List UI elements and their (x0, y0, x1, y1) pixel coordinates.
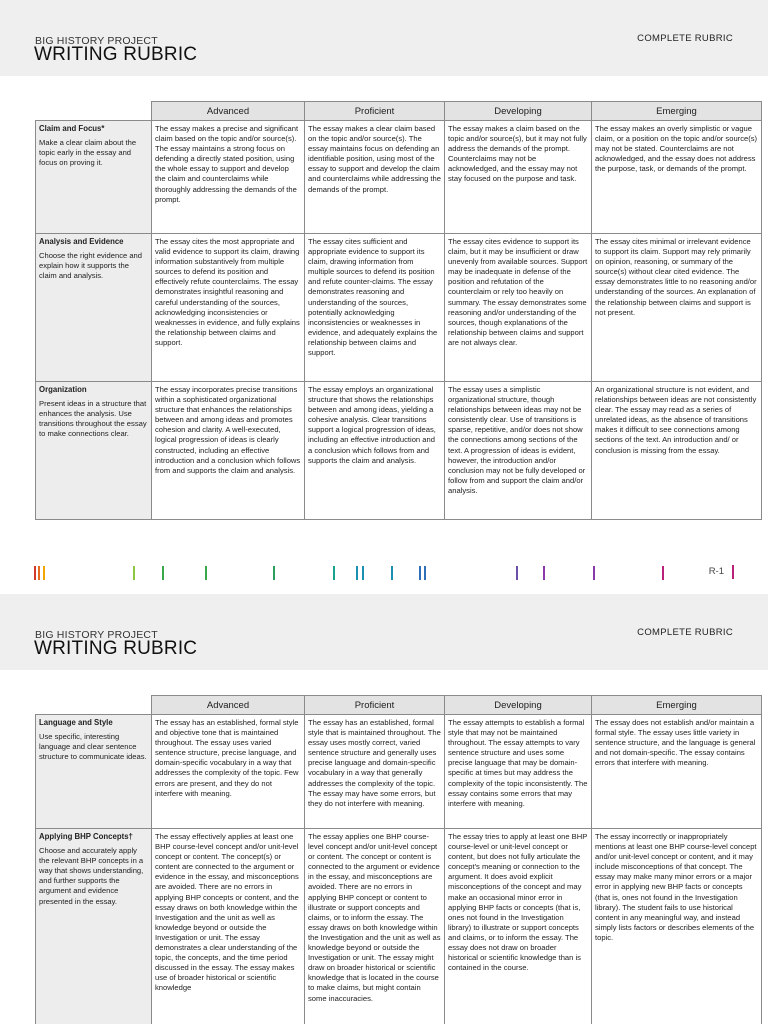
cell-proficient: The essay has an established, formal style that is maintained throughout. The essay uses mostly correct, varied sentence structure and generally uses precise language and domain-specific vocabulary in a way that generally addresses the complexity of the topic. The essay may have some errors, but they do not interfere with meaning. (305, 715, 445, 829)
cell-proficient: The essay employs an organizational structure that shows the relationships between and among ideas, yielding a cohesive analysis. Clear transitions support a logical progression of ideas, including an effective introduction and a conclusion which follows from and supports the claim and analysis. (305, 382, 445, 520)
page-number: R-1 (708, 566, 724, 577)
table-row (36, 382, 762, 520)
color-tick (419, 566, 421, 580)
complete-rubric-label: COMPLETE RUBRIC (637, 33, 733, 44)
cell-advanced: The essay effectively applies at least one BHP course-level concept and/or unit-level concept or content. The concept(s) or content are connected to the argument or evidence in the essay, and misconceptions are avoided. There are no errors in applying BHP concepts or content, and the essay draws on both knowledge within the Investigation and the unit as well as knowledge beyond or outside the Investigation or unit. The essay demonstrates a clear understanding of the topic, the concepts, and the time period discussed in the essay. The essay makes use of broader historical or scientific knowledge (152, 829, 305, 1024)
color-tick (362, 566, 364, 580)
cell-emerging: An organizational structure is not evident, and relationships between ideas are not consistently clear. The essay may read as a series of unrelated ideas, as the absence of transitions makes it difficult to see connections among sections of the text. An introduction and/ or conclusion is missing from the essay. (592, 382, 762, 520)
header-blank-cell (36, 102, 152, 121)
cell-developing: The essay tries to apply at least one BHP course-level or unit-level concept or content, but does not fully articulate the concept's meaning or connection to the argument. It does avoid explicit misconceptions of the concept and may make an occasional minor error in applying BHP facts or concepts (that is, ones not found in the Investigation library) to illustrate or support concepts and claims, or to inform the essay. The essay does not draw on broader historical or scientific knowledge than is contained in the course. (445, 829, 592, 1024)
color-tick (205, 566, 207, 580)
color-tick (333, 566, 335, 580)
cell-emerging: The essay cites minimal or irrelevant evidence to support its claim. Support may rely primarily on opinion, reasoning, or summary of the source(s) without clear cited evidence. The essay demonstrates little to no reasoning and/or understanding of the sources. An explanation of the relationship between claims and support is not present. (592, 234, 762, 382)
criterion-description: Make a clear claim about the topic early in the essay and focus on proving it. (39, 138, 137, 168)
table-row (36, 715, 762, 829)
cell-proficient: The essay applies one BHP course-level concept and/or unit-level concept or content. The concept or content is connected to the argument or evidence in the essay, and misconceptions are avoided. There are no errors in applying BHP concept or content to illustrate or support concepts and claims, or to inform the essay. The essay draws on both knowledge within the Investigation and the unit as well as knowledge beyond or outside the Investigation or unit. The essay might draw on broader historical or scientific knowledge that is located in the course to make claims, but might contain some inaccuracies. (305, 829, 445, 1024)
criterion-name: Organization (39, 385, 87, 394)
cell-advanced: The essay has an established, formal style and objective tone that is maintained throughout. The essay uses varied sentence structure, precise language, and domain-specific vocabulary in a way that addresses the complexity of the topic. Few errors are present, and they do not interfere with meaning. (152, 715, 305, 829)
color-tick (593, 566, 595, 580)
color-tick (662, 566, 664, 580)
header-blank-cell (36, 696, 152, 715)
color-tick (273, 566, 275, 580)
page-title: WRITING RUBRIC (34, 638, 198, 659)
criterion-description: Use specific, interesting language and clear sentence structure to communicate ideas. (39, 732, 147, 762)
cell-advanced: The essay incorporates precise transitions within a sophisticated organizational structure that enhances the relationships between and among ideas and promotes cohesion and clarity. A well-executed, logical progression of ideas is clearly constructed, including an effective introduction and a conclusion which follows from and supports the claim and analysis. (152, 382, 305, 520)
column-header-emerging: Emerging (592, 102, 762, 121)
rubric-page-2 (0, 594, 768, 1024)
cell-emerging: The essay makes an overly simplistic or vague claim, or a position on the topic and/or source(s) may not be stated. Counterclaims are not acknowledged, and the essay does not address the purpose, task, or demands of the prompt. (592, 121, 762, 234)
table-row (36, 829, 762, 1024)
color-tick-strip (0, 562, 768, 582)
table-row (36, 234, 762, 382)
page-title: WRITING RUBRIC (34, 44, 198, 65)
column-header-developing: Developing (445, 696, 592, 715)
column-header-proficient: Proficient (305, 102, 445, 121)
rubric-table (35, 695, 762, 1024)
criterion-name: Claim and Focus* (39, 124, 105, 133)
page-header (0, 594, 768, 670)
criterion-name: Language and Style (39, 718, 113, 727)
color-tick (43, 566, 45, 580)
column-header-emerging: Emerging (592, 696, 762, 715)
project-name: BIG HISTORY PROJECT (35, 629, 158, 641)
color-tick (38, 566, 40, 580)
criterion-description: Present ideas in a structure that enhances the analysis. Use transitions throughout the essay to make connections clear. (39, 399, 147, 439)
criterion-cell (36, 715, 152, 829)
cell-proficient: The essay makes a clear claim based on the topic and/or source(s). The essay maintains focus on defending an identifiable position, using most of the essay to support and develop the claim and counterclaims while addressing the demands of the prompt. (305, 121, 445, 234)
column-header-developing: Developing (445, 102, 592, 121)
color-tick (424, 566, 426, 580)
column-header-advanced: Advanced (152, 696, 305, 715)
criterion-cell (36, 121, 152, 234)
color-tick (162, 566, 164, 580)
criterion-cell (36, 829, 152, 1024)
cell-developing: The essay uses a simplistic organizational structure, though relationships between ideas may not be consistently clear. Use of transitions is sparse, repetitive, and/or does not show the connections among sections of the text. A progression of ideas is evident, however, the introduction and/or conclusion may not be fully developed or follow from and support the claim and/or analysis. (445, 382, 592, 520)
color-tick (34, 566, 36, 580)
cell-developing: The essay cites evidence to support its claim, but it may be insufficient or draw unevenly from available sources. Support may be inadequate in defense of the position and refutation of the counterclaim or rely too heavily on summary. The essay demonstrates some reasoning and/or understanding of the sources, though explanations of the relationship between claims and support are not always clear. (445, 234, 592, 382)
cell-developing: The essay makes a claim based on the topic and/or source(s), but it may not fully address the demands of the prompt. Counterclaims may not be acknowledged, and the essay may not stay focused on the purpose and task. (445, 121, 592, 234)
project-name: BIG HISTORY PROJECT (35, 35, 158, 47)
color-tick (516, 566, 518, 580)
cell-advanced: The essay makes a precise and significant claim based on the topic and/or source(s). The essay maintains a strong focus on defending a directly stated position, using the whole essay to support and develop the claim and counterclaims while thoroughly addressing the demands of the prompt. (152, 121, 305, 234)
cell-advanced: The essay cites the most appropriate and valid evidence to support its claim, drawing information substantively from multiple sources to defend its position and effectively refute counterclaims. The essay demonstrates insightful reasoning and careful understanding of the sources, acknowledging inconsistencies or weaknesses in evidence, and fully explains the relationship between claims and support. (152, 234, 305, 382)
page-header (0, 0, 768, 76)
table-header-row (36, 102, 762, 121)
color-tick (391, 566, 393, 580)
criterion-name: Applying BHP Concepts† (39, 832, 133, 841)
column-header-advanced: Advanced (152, 102, 305, 121)
criterion-cell (36, 234, 152, 382)
cell-emerging: The essay incorrectly or inappropriately mentions at least one BHP course-level concept and/or unit-level concept or content, and it may include misconceptions of that concept. The essay may make many minor errors or a major error in applying new BHP facts or concepts (that is, ones not found in the Investigation library). The student fails to use historical content in any meaningful way, and instead simply lists factors or describes elements of the topic. (592, 829, 762, 1024)
color-tick (356, 566, 358, 580)
cell-proficient: The essay cites sufficient and appropriate evidence to support its claim, drawing information from multiple sources to defend its position and refute counter-claims. The essay demonstrates reasoning and understanding of the sources, potentially acknowledging inconsistencies or weaknesses in evidence, and adequately explains the relationship between claims and support. (305, 234, 445, 382)
table-header-row (36, 696, 762, 715)
table-row (36, 121, 762, 234)
color-tick (133, 566, 135, 580)
color-tick (543, 566, 545, 580)
cell-emerging: The essay does not establish and/or maintain a formal style. The essay uses little variety in sentence structure, and the language is general and not domain-specific. The essay contains errors that interfere with meaning. (592, 715, 762, 829)
column-header-proficient: Proficient (305, 696, 445, 715)
complete-rubric-label: COMPLETE RUBRIC (637, 627, 733, 638)
cell-developing: The essay attempts to establish a formal style that may not be maintained throughout. The essay attempts to vary sentence structure and uses some precise language that may be domain-specific at times but may address the complexity of the topic inconsistently. The essay contains some errors that may interfere with meaning. (445, 715, 592, 829)
page-number-marker (732, 565, 734, 579)
criterion-description: Choose the right evidence and explain how it supports the claim and analysis. (39, 251, 143, 281)
criterion-description: Choose and accurately apply the relevant BHP concepts in a way that shows understanding, and further supports the argument and evidence presented in the essay. (39, 846, 144, 906)
criterion-name: Analysis and Evidence (39, 237, 124, 246)
criterion-cell (36, 382, 152, 520)
rubric-table (35, 101, 762, 520)
